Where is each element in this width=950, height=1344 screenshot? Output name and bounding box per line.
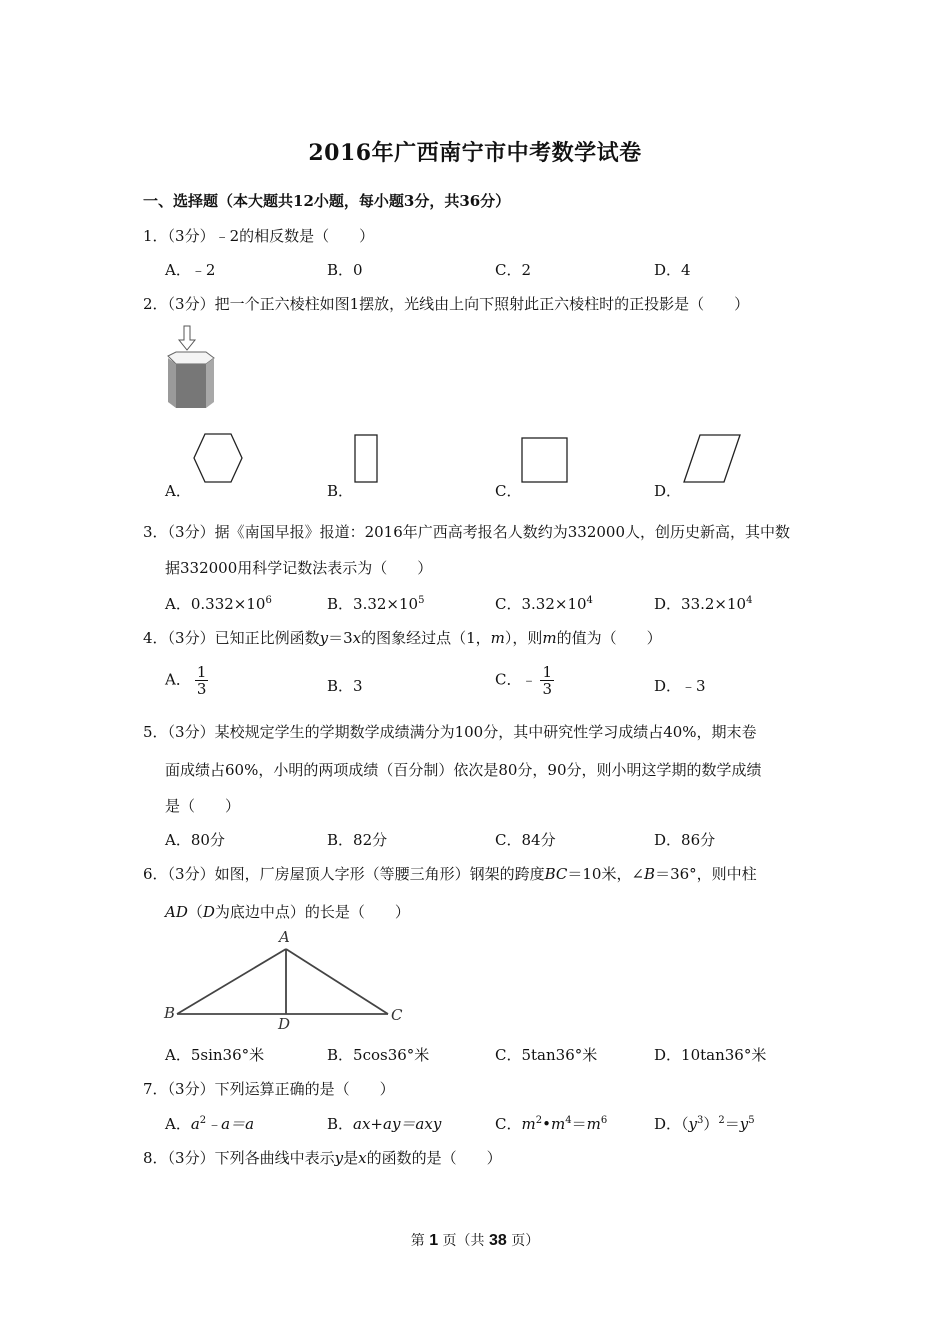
q7-option-b: B．ax+ay＝axy [327,1115,442,1133]
q6-option-d: D．10tan36°米 [654,1046,767,1064]
side-ac [286,949,388,1014]
page-title: 2016年广西南宁市中考数学试卷 [308,140,642,166]
square-shape [520,436,570,484]
question-3-line-2: 据332000用科学记数法表示为（ ） [165,559,433,577]
question-1: 1．（3分）﹣2的相反数是（ ） [143,227,375,245]
question-5-line-1: 5．（3分）某校规定学生的学期数学成绩满分为100分，其中研究性学习成绩占40%，期末卷 [143,723,757,741]
q2-option-a: A． [165,482,191,500]
fraction: $\frac{1}{3}$ [196,663,207,698]
parallelogram-shape [682,433,744,485]
narrow-rectangle-shape [353,433,380,485]
q3-option-a: A．$0.332\times 10^6$ [165,595,272,613]
q1-option-d: D．4 [654,261,691,279]
question-5-line-2: 面成绩占60%，小明的两项成绩（百分制）依次是80分，90分，则小明这学期的数学成绩 [165,761,762,779]
question-4: 4．（3分）已知正比例函数y＝3x的图象经过点（1，m），则m的值为（ ） [143,629,662,647]
q1-option-b: B．0 [327,261,363,279]
q1-option-c: C．2 [495,261,532,279]
question-6-line-2: AD（D为底边中点）的长是（ ） [165,903,410,921]
q4-option-b: B．3 [327,677,363,695]
q2-option-b: B． [327,482,354,500]
question-8: 8．（3分）下列各曲线中表示y是x的函数的是（ ） [143,1149,502,1167]
fraction: $\frac{1}{3}$ [542,663,553,698]
q2-option-c: C． [495,482,522,500]
q1-option-a: A．﹣2 [165,261,216,279]
q4-option-a: A． $\frac{1}{3}$ [165,663,207,698]
q3-option-b: B．$3.32\times 10^5$ [327,595,425,613]
hexagonal-prism-figure [160,322,220,412]
label-a: A [279,928,290,946]
q3-option-c: C．$3.32\times 10^4$ [495,595,593,613]
q5-option-a: A．80分 [165,831,225,849]
label-b: B [164,1004,176,1022]
q7-option-c: C．$m^2•m^4=m^6$ [495,1115,608,1133]
q5-option-b: B．82分 [327,831,388,849]
q6-option-a: A．5sin36°米 [165,1046,265,1064]
section-heading: 一、选择题（本大题共12小题，每小题3分，共36分） [143,192,511,210]
question-6-line-1: 6．（3分）如图，厂房屋顶人字形（等腰三角形）钢架的跨度BC＝10米，∠B＝36°，则中柱 [143,865,757,883]
page-footer: 第 1 页（共 38 页） [410,1232,540,1249]
q7-option-a: A．$a^2﹣a=a$ [165,1115,255,1133]
q5-option-c: C．84分 [495,831,556,849]
q5-option-d: D．86分 [654,831,716,849]
question-2: 2．（3分）把一个正六棱柱如图1摆放，光线由上向下照射此正六棱柱时的正投影是（ ） [143,295,750,313]
label-d: D [278,1015,291,1033]
q3-option-d: D．$33.2\times 10^4$ [654,595,753,613]
q4-option-c: C．﹣ $\frac{1}{3}$ [495,663,553,698]
q7-option-d: D．$(y^3)^2=y^5$ [654,1115,755,1133]
question-3-line-1: 3．（3分）据《南国早报》报道：2016年广西高考报名人数约为332000人，创历史新高，其中数 [143,523,791,541]
triangle-figure [160,928,410,1036]
q6-option-b: B．5cos36°米 [327,1046,430,1064]
q2-option-d: D． [654,482,682,500]
side-ab [177,949,286,1014]
hexagon-shape [192,432,244,484]
question-5-line-3: 是（ ） [165,797,241,815]
label-c: C [391,1006,403,1024]
q4-option-d: D．﹣3 [654,677,706,695]
question-7: 7．（3分）下列运算正确的是（ ） [143,1080,395,1098]
q6-option-c: C．5tan36°米 [495,1046,598,1064]
